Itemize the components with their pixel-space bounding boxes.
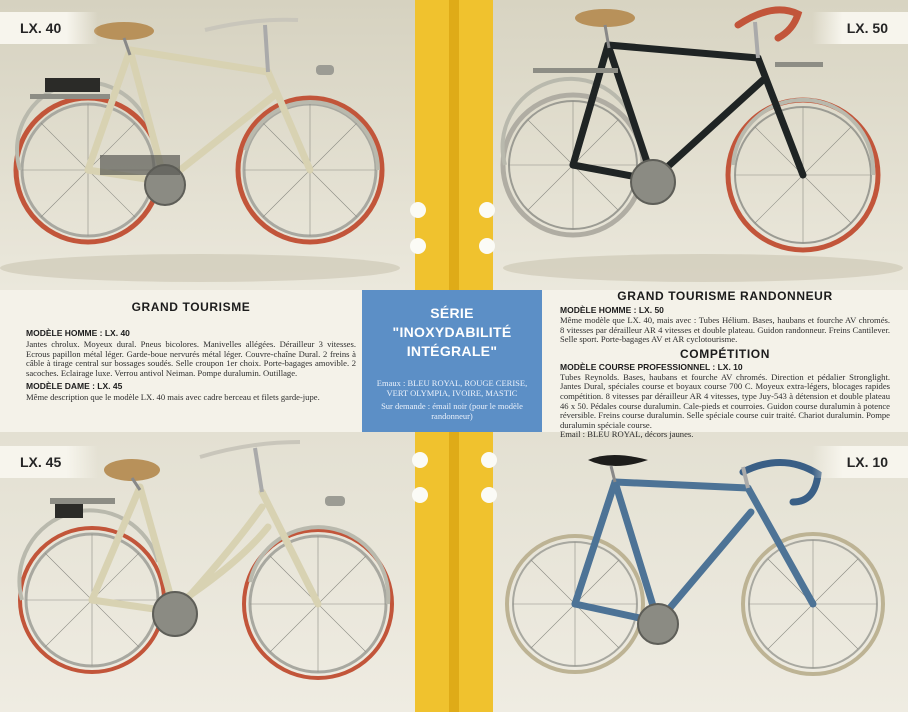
punch-hole: [412, 452, 428, 468]
serie-title-line-1: SÉRIE: [430, 305, 474, 321]
model-heading-lx40: MODÈLE HOMME : LX. 40: [26, 328, 130, 338]
section-title: GRAND TOURISME RANDONNEUR: [617, 289, 833, 303]
serie-sur-demande: Sur demande : émail noir (pour le modèle randonneur): [381, 401, 523, 421]
serie-title-line-3: INTÉGRALE": [406, 343, 498, 359]
serie-title-line-2: "INOXYDABILITÉ: [392, 324, 512, 340]
punch-hole: [479, 238, 495, 254]
grand-tourisme-section: [26, 300, 356, 403]
model-heading-lx50: MODÈLE HOMME : LX. 50: [560, 305, 664, 315]
model-label-lx10: LX. 10: [812, 446, 908, 478]
section-title: GRAND TOURISME: [131, 300, 251, 314]
model-heading-lx10: MODÈLE COURSE PROFESSIONNEL : LX. 10: [560, 361, 743, 372]
model-label-lx40: LX. 40: [0, 12, 98, 44]
punch-hole: [479, 202, 495, 218]
model-email-lx10: Email : BLEU ROYAL, décors jaunes.: [560, 429, 694, 440]
model-description-lx10: Tubes Reynolds. Bases, haubans et fourche AV chromés. Direction et pédalier Stronglight. Jantes Dural, spéciales course et boyaux course 700 C. Moyeux extra-légers, blocages rapides compétition. 8 vitesses par dérailleur AR 4 vitesses, type Juy-543 à détension et double plateau 46 x 50. Pédales course duralumin. Cale-pieds et courroies. Guidon course duralumin à potence réversible. Freins course duralumin. Selle spéciale course cuir traité. Chariot duralumin. Pompe duralumin spéciale course.: [560, 371, 890, 430]
serie-box: [362, 290, 542, 432]
model-description-lx50: Même modèle que LX. 40, mais avec : Tubes Hélium. Bases, haubans et fourche AV chromés. 8 vitesses par dérailleur AR 4 vitesses et double plateau. Guidon randonneur. Freins Cantilever. Selle sport. Porte-bagages AV et AR cyclotourisme.: [560, 315, 890, 345]
model-description-lx40: Jantes chrolux. Moyeux dural. Pneus bicolores. Manivelles allégées. Dérailleur 3 vitesses. Ecrous papillon métal léger. Garde-boue nervurés métal léger. Couvre-chaîne Dural. 2 freins à câble à tirage central sur bossages soudés. Selle croupon 1er choix. Porte-bagages amovible. 2 sacoches. Eclairage luxe. Verrou antivol Neiman. Pompe duralumin. Outillage.: [26, 339, 356, 378]
punch-hole: [410, 202, 426, 218]
punch-hole: [481, 452, 497, 468]
serie-emaux: Emaux : BLEU ROYAL, ROUGE CERISE, VERT OLYMPIA, IVOIRE, MASTIC: [376, 378, 528, 398]
model-label-lx50: LX. 50: [812, 12, 908, 44]
punch-hole: [481, 487, 497, 503]
randonneur-section: [560, 289, 890, 440]
model-description-lx45: Même description que le modèle LX. 40 mais avec cadre berceau et filets garde-jupe.: [26, 392, 320, 403]
model-label-lx45: LX. 45: [0, 446, 98, 478]
punch-hole: [410, 238, 426, 254]
punch-hole: [412, 487, 428, 503]
section-title: COMPÉTITION: [680, 346, 770, 361]
model-heading-lx45: MODÈLE DAME : LX. 45: [26, 381, 123, 392]
